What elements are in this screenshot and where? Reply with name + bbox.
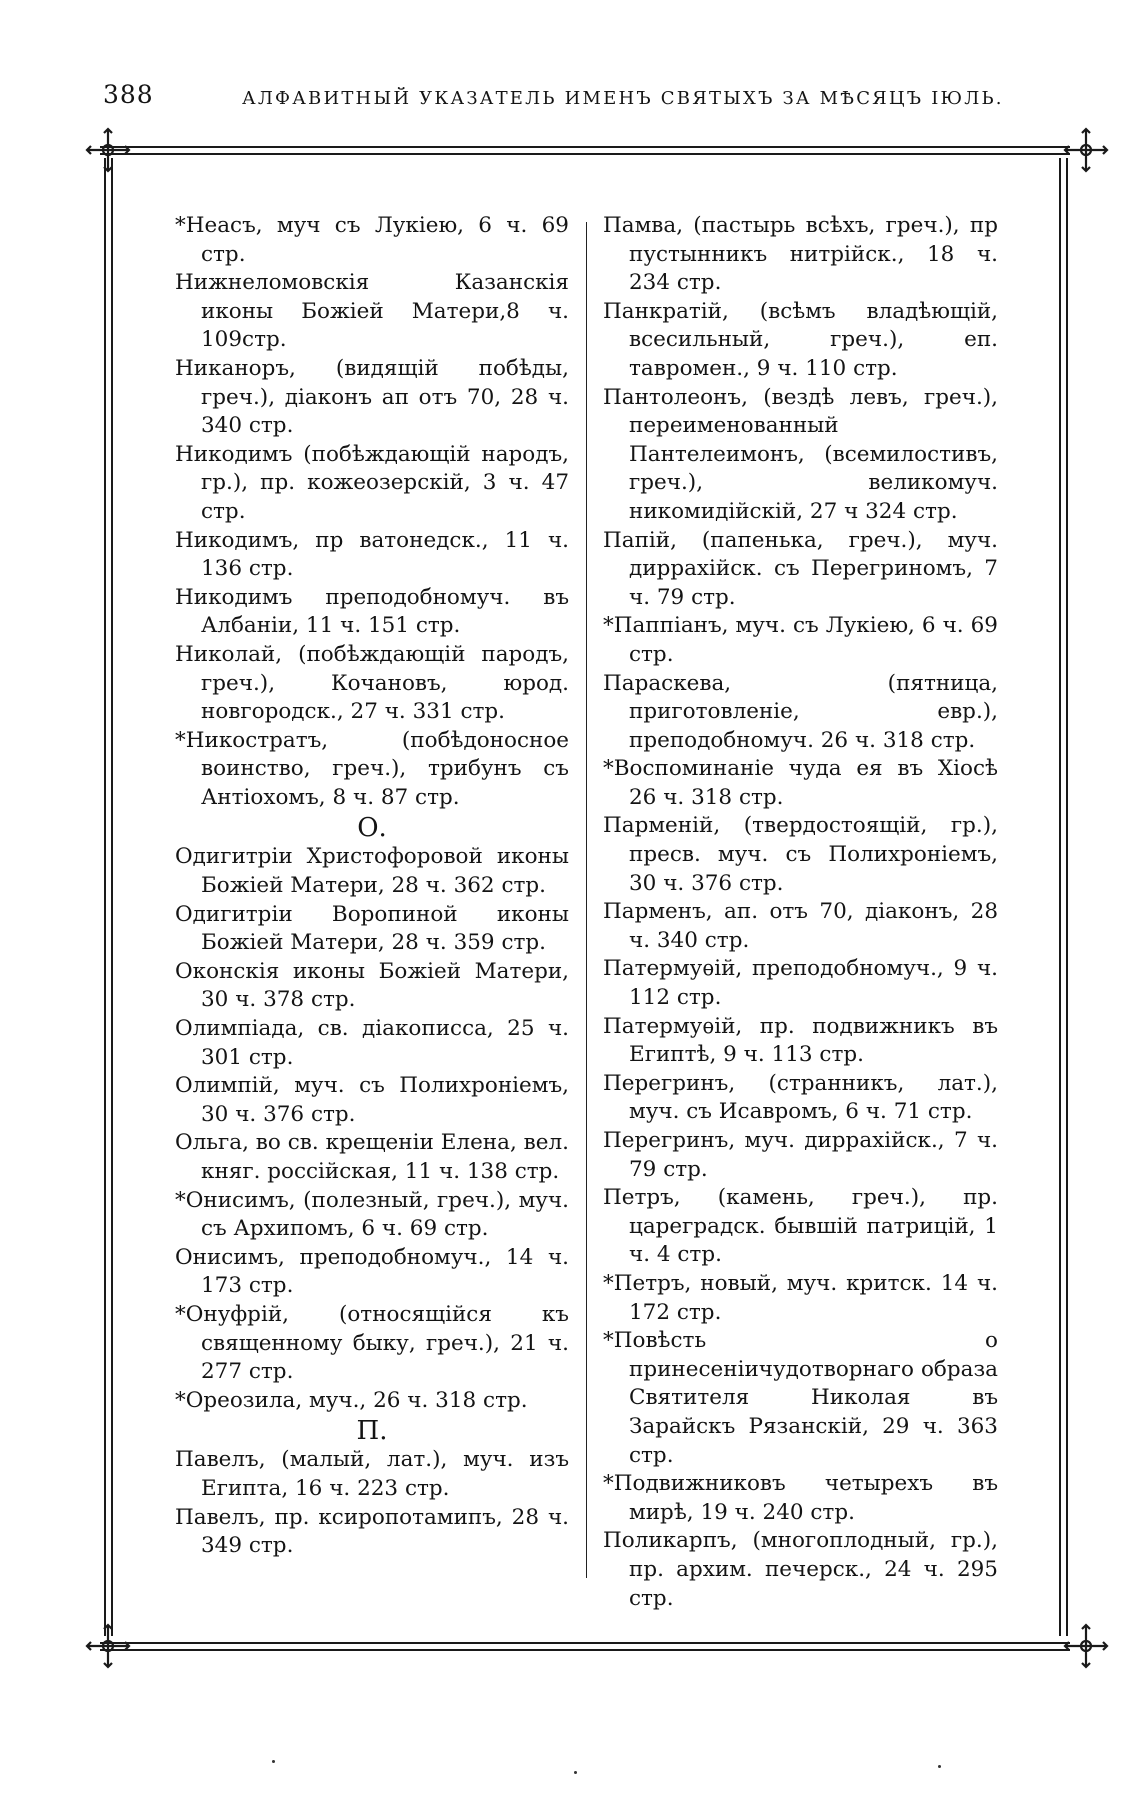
index-entry: Оконскія иконы Божіей Матери, 30 ч. 378 стр. bbox=[175, 958, 569, 1013]
index-entry: *Онисимъ, (полезный, греч.), муч. съ Архипомъ, 6 ч. 69 стр. bbox=[175, 1187, 569, 1242]
index-entry: Никодимъ, пр ватонедск., 11 ч. 136 стр. bbox=[175, 527, 569, 582]
index-entry: Перегринъ, (странникъ, лат.), муч. съ Исавромъ, 6 ч. 71 стр. bbox=[603, 1070, 998, 1125]
index-entry: Никодимъ преподобномуч. въ Албаніи, 11 ч. 151 стр. bbox=[175, 584, 569, 639]
section-letter-heading: П. bbox=[356, 1416, 388, 1447]
index-column-left bbox=[175, 212, 569, 1561]
index-entry: *Онуфрій, (относящійся къ священному быку, греч.), 21 ч. 277 стр. bbox=[175, 1301, 569, 1385]
index-entry: Нижнеломовскія Казанскія иконы Божіей Матери,8 ч. 109стр. bbox=[175, 270, 569, 353]
corner-cross-ornament-icon bbox=[1063, 1623, 1109, 1669]
border-bottom-rule-outer bbox=[100, 1649, 1070, 1651]
index-entry: Патермуѳій, преподобномуч., 9 ч. 112 стр. bbox=[603, 956, 998, 1011]
index-entry: *Повѣсть о принесеніичудотворнаго образа Святителя Николая въ Зарайскъ Рязанскій, 29 ч. 363 стр. bbox=[603, 1328, 998, 1468]
border-top-rule-inner bbox=[100, 153, 1070, 155]
print-speck bbox=[574, 1771, 577, 1774]
running-title: АЛФАВИТНЫЙ УКАЗАТЕЛЬ ИМЕНЪ СВЯТЫХЪ ЗА МѢСЯЦЪ ІЮЛЬ. bbox=[242, 88, 1004, 109]
index-entry: Параскева, (пятница, приготовленіе, евр.), преподобномуч. 26 ч. 318 стр. bbox=[603, 670, 998, 753]
column-divider bbox=[586, 222, 587, 1578]
index-entry: *Подвижниковъ четырехъ въ мирѣ, 19 ч. 240 стр. bbox=[603, 1471, 998, 1525]
section-letter-heading: О. bbox=[357, 813, 387, 844]
border-right-rule-inner bbox=[1059, 158, 1061, 1636]
border-left-rule-outer bbox=[104, 158, 106, 1636]
border-left-rule-inner bbox=[111, 158, 113, 1636]
index-entry: Одигитріи Христофоровой иконы Божіей Матери, 28 ч. 362 стр. bbox=[175, 844, 569, 899]
index-entry: Одигитріи Воропиной иконы Божіей Матери, 28 ч. 359 стр. bbox=[175, 901, 569, 956]
index-entry: Патермуѳій, пр. подвижникъ въ Египтѣ, 9 ч. 113 стр. bbox=[603, 1013, 998, 1068]
index-entry: Павелъ, (малый, лат.), муч. изъ Египта, 16 ч. 223 стр. bbox=[175, 1447, 569, 1501]
index-entry: Перегринъ, муч. диррахійск., 7 ч. 79 стр. bbox=[603, 1128, 998, 1182]
border-right-rule-outer bbox=[1066, 158, 1068, 1636]
index-entry: Петръ, (камень, греч.), пр. цареградск. бывшій патрицій, 1 ч. 4 стр. bbox=[603, 1185, 998, 1268]
index-column-right bbox=[603, 212, 998, 1613]
index-entry: Панкратій, (всѣмъ владѣющій, всесильный, греч.), еп. тавромен., 9 ч. 110 стр. bbox=[603, 298, 998, 381]
index-entry: *Ореозила, муч., 26 ч. 318 стр. bbox=[175, 1387, 528, 1413]
page-number: 388 bbox=[103, 80, 154, 109]
index-entry: Поликарпъ, (многоплодный, гр.), пр. архим. печерск., 24 ч. 295 стр. bbox=[603, 1528, 998, 1611]
index-entry: Никодимъ (побѣждающій народъ, гр.), пр. кожеозерскій, 3 ч. 47 стр. bbox=[175, 441, 569, 524]
index-entry: Ольга, во св. крещеніи Елена, вел. княг. россійская, 11 ч. 138 стр. bbox=[175, 1130, 569, 1184]
corner-cross-ornament-icon bbox=[85, 127, 131, 173]
corner-cross-ornament-icon bbox=[1063, 127, 1109, 173]
index-entry: *Никостратъ, (побѣдоносное воинство, греч.), трибунъ съ Антіохомъ, 8 ч. 87 стр. bbox=[175, 727, 569, 810]
index-entry: Павелъ, пр. ксиропотамипъ, 28 ч. 349 стр. bbox=[175, 1504, 569, 1559]
index-entry: Онисимъ, преподобномуч., 14 ч. 173 стр. bbox=[175, 1244, 569, 1299]
print-speck bbox=[272, 1760, 275, 1763]
index-entry: Олимпіада, св. діакописса, 25 ч. 301 стр. bbox=[175, 1016, 569, 1070]
index-entry: *Петръ, новый, муч. критск. 14 ч. 172 стр. bbox=[603, 1270, 998, 1325]
index-entry: *Воспоминаніе чуда ея въ Хіосѣ 26 ч. 318 стр. bbox=[603, 756, 998, 810]
border-top-rule-outer bbox=[100, 146, 1070, 148]
print-speck bbox=[938, 1765, 941, 1768]
index-entry: Парменъ, ап. отъ 70, діаконъ, 28 ч. 340 стр. bbox=[603, 899, 998, 953]
border-bottom-rule-inner bbox=[100, 1642, 1070, 1644]
index-entry: *Неасъ, муч съ Лукіею, 6 ч. 69 стр. bbox=[175, 213, 569, 267]
index-entry: Олимпій, муч. съ Полихроніемъ, 30 ч. 376 стр. bbox=[175, 1073, 569, 1127]
corner-cross-ornament-icon bbox=[85, 1623, 131, 1669]
index-entry: *Паппіанъ, муч. съ Лукіею, 6 ч. 69 стр. bbox=[603, 613, 998, 667]
index-entry: Памва, (пастырь всѣхъ, греч.), пр пустынникъ нитрійск., 18 ч. 234 стр. bbox=[603, 213, 998, 296]
index-entry: Никаноръ, (видящій побѣды, греч.), діаконъ ап отъ 70, 28 ч. 340 стр. bbox=[175, 355, 569, 439]
index-entry: Папій, (папенька, греч.), муч. диррахійск. съ Перегриномъ, 7 ч. 79 стр. bbox=[603, 527, 998, 610]
index-entry: Пантолеонъ, (вездѣ левъ, греч.), переименованный Пантелеимонъ, (всемилостивъ, греч.), великомуч. никомидійскій, 27 ч 324 стр. bbox=[603, 384, 998, 524]
index-entry: Парменій, (твердостоящій, гр.), пресв. муч. съ Полихроніемъ, 30 ч. 376 стр. bbox=[603, 813, 998, 896]
index-entry: Николай, (побѣждающій пародъ, греч.), Кочановъ, юрод. новгородск., 27 ч. 331 стр. bbox=[175, 641, 569, 725]
